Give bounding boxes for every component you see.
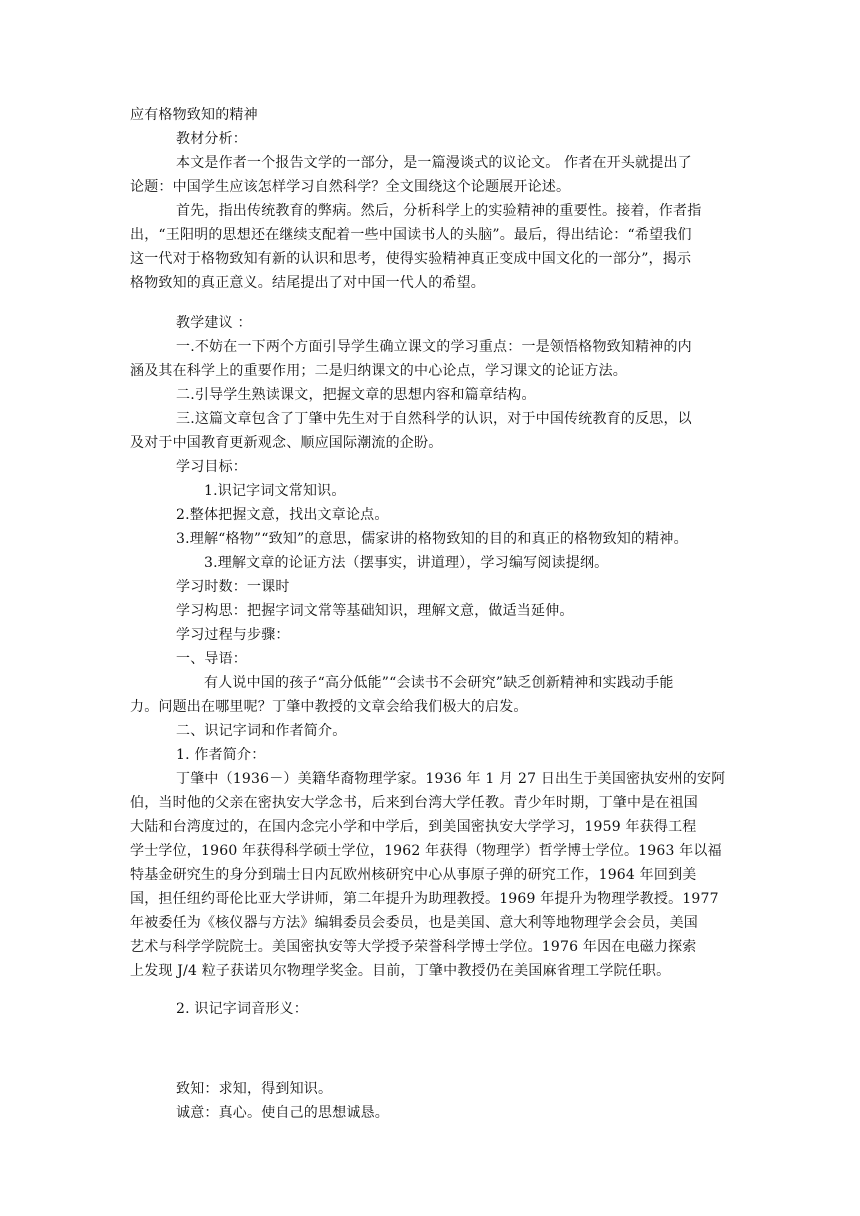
list-item: 1.识记字词文常知识。 — [204, 483, 346, 499]
list-item: 3.理解文章的论证方法（摆事实，讲道理），学习编写阅读提纲。 — [204, 555, 609, 571]
heading-learning-process: 学习过程与步骤： — [176, 627, 290, 643]
paragraph-line: 有人说中国的孩子“高分低能”“会读书不会研究”缺乏创新精神和实践动手能 — [204, 675, 674, 691]
paragraph-line: 学习时数：一课时 — [176, 579, 290, 595]
vocab-item: 致知：求知，得到知识。 — [176, 1081, 333, 1097]
paragraph-line: 论题：中国学生应该怎样学习自然科学？全文围绕这个论题展开论述。 — [130, 179, 571, 195]
paragraph-line: 一.不妨在一下两个方面引导学生确立课文的学习重点：一是领悟格物致知精神的内 — [176, 339, 692, 355]
paragraph-line: 丁肇中（1936－）美籍华裔物理学家。1936 年 1 月 27 日出生于美国密执安州的安阿 — [176, 771, 726, 787]
paragraph-line: 本文是作者一个报告文学的一部分，是一篇漫谈式的议论文。 作者在开头就提出了 — [176, 155, 692, 171]
paragraph-line: 上发现 J/4 粒子获诺贝尔物理学奖金。目前，丁肇中教授仍在美国麻省理工学院任职。 — [130, 963, 671, 979]
paragraph-line: 涵及其在科学上的重要作用；二是归纳课文的中心论点，学习课文的论证方法。 — [130, 363, 627, 379]
heading-teaching-advice: 教学建议 ： — [176, 315, 252, 331]
paragraph-line: 力。问题出在哪里呢？丁肇中教授的文章会给我们极大的启发。 — [130, 699, 528, 715]
document-title: 应有格物致知的精神 — [130, 107, 258, 123]
vocab-item: 诚意：真心。使自己的思想诚恳。 — [176, 1105, 389, 1121]
paragraph-line: 三.这篇文章包含了丁肇中先生对于自然科学的认识，对于中国传统教育的反思，以 — [176, 411, 692, 427]
subsection-heading: 1. 作者简介： — [176, 747, 266, 763]
section-heading: 二、识记字词和作者简介。 — [176, 723, 347, 739]
paragraph-line: 国，担任纽约哥伦比亚大学讲师，第二年提升为助理教授。1969 年提升为物理学教授。1977 — [130, 891, 719, 907]
paragraph-line: 学士学位，1960 年获得科学硕士学位，1962 年获得（物理学）哲学博士学位。1963 年以福 — [130, 843, 722, 859]
paragraph-line: 这一代对于格物致知有新的认识和思考，使得实验精神真正变成中国文化的一部分”，揭示 — [130, 251, 692, 267]
list-item: 3.理解“格物”“致知”的意思，儒家讲的格物致知的目的和真正的格物致知的精神。 — [176, 531, 688, 547]
heading-learning-goals: 学习目标： — [176, 459, 247, 475]
section-heading: 一、导语： — [176, 651, 247, 667]
paragraph-line: 年被委任为《核仪器与方法》编辑委员会委员，也是美国、意大利等地物理学会会员，美国 — [130, 915, 698, 931]
paragraph-line: 首先，指出传统教育的弊病。然后，分析科学上的实验精神的重要性。接着，作者指 — [176, 203, 702, 219]
paragraph-line: 特基金研究生的身分到瑞士日内瓦欧州核研究中心从事原子弹的研究工作，1964 年回到美 — [130, 867, 697, 883]
paragraph-line: 及对于中国教育更新观念、顺应国际潮流的企盼。 — [130, 435, 443, 451]
paragraph-line: 学习构思：把握字词文常等基础知识，理解文意，做适当延伸。 — [176, 603, 574, 619]
paragraph-line: 二.引导学生熟读课文，把握文章的思想内容和篇章结构。 — [176, 387, 536, 403]
paragraph-line: 出，“王阳明的思想还在继续支配着一些中国读书人的头脑”。最后，得出结论：“希望我们 — [130, 227, 692, 243]
heading-textbook-analysis: 教材分析： — [176, 131, 247, 147]
paragraph-line: 伯，当时他的父亲在密执安大学念书，后来到台湾大学任教。青少年时期，丁肇中是在祖国 — [130, 795, 698, 811]
paragraph-line: 大陆和台湾度过的，在国内念完小学和中学后，到美国密执安大学学习，1959 年获得工程 — [130, 819, 697, 835]
list-item: 2.整体把握文意，找出文章论点。 — [176, 507, 389, 523]
paragraph-line: 艺术与科学学院院士。美国密执安等大学授予荣誉科学博士学位。1976 年因在电磁力探索 — [130, 939, 697, 955]
paragraph-line: 格物致知的真正意义。结尾提出了对中国一代人的希望。 — [130, 275, 485, 291]
subsection-heading: 2. 识记字词音形义： — [176, 1001, 309, 1017]
